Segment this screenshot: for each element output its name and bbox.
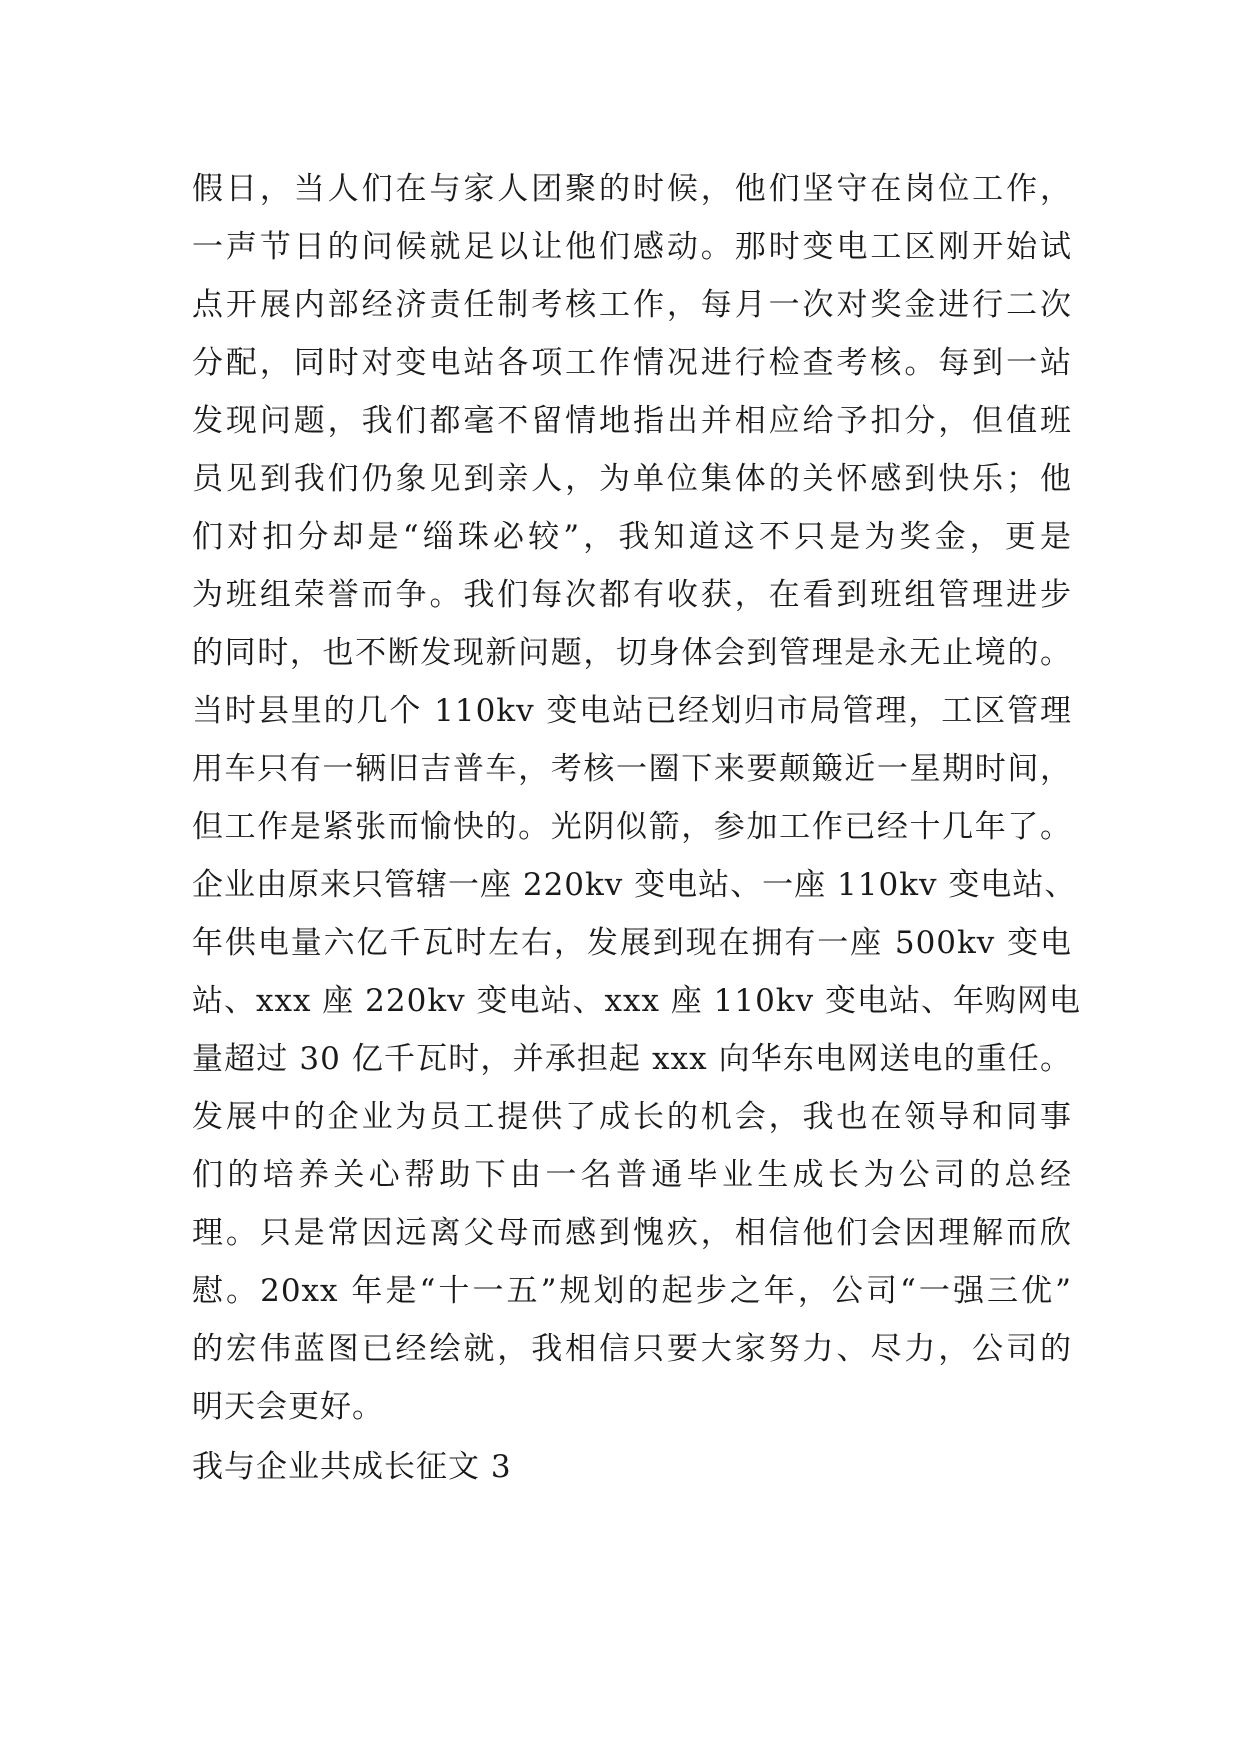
- paragraph-line: 明天会更好。: [192, 1389, 384, 1425]
- paragraph-line: 但工作是紧张而愉快的。光阴似箭，参加工作已经十几年了。: [192, 809, 1072, 845]
- section-heading: 我与企业共成长征文 3: [192, 1449, 512, 1485]
- paragraph-line: 慰。20xx 年是“十一五”规划的起步之年，公司“一强三优”: [192, 1273, 1072, 1309]
- paragraph-line: 分配，同时对变电站各项工作情况进行检查考核。每到一站: [192, 345, 1072, 381]
- paragraph-line: 年供电量六亿千瓦时左右，发展到现在拥有一座 500kv 变电: [192, 925, 1072, 961]
- paragraph-line: 们的培养关心帮助下由一名普通毕业生成长为公司的总经: [192, 1157, 1072, 1193]
- paragraph-line: 的宏伟蓝图已经绘就，我相信只要大家努力、尽力，公司的: [192, 1331, 1072, 1367]
- paragraph-line: 点开展内部经济责任制考核工作，每月一次对奖金进行二次: [192, 287, 1072, 323]
- paragraph-line: 的同时，也不断发现新问题，切身体会到管理是永无止境的。: [192, 635, 1072, 671]
- paragraph-line: 假日，当人们在与家人团聚的时候，他们坚守在岗位工作，: [192, 171, 1072, 207]
- body-paragraph: [192, 160, 1081, 1436]
- paragraph-line: 量超过 30 亿千瓦时，并承担起 xxx 向华东电网送电的重任。: [192, 1041, 1072, 1077]
- paragraph-line: 当时县里的几个 110kv 变电站已经划归市局管理，工区管理: [192, 693, 1072, 729]
- paragraph-line: 一声节日的问候就足以让他们感动。那时变电工区刚开始试: [192, 229, 1072, 265]
- paragraph-line: 站、xxx 座 220kv 变电站、xxx 座 110kv 变电站、年购网电: [192, 983, 1081, 1019]
- paragraph-line: 企业由原来只管辖一座 220kv 变电站、一座 110kv 变电站、: [192, 867, 1077, 903]
- paragraph-line: 们对扣分却是“缁珠必较”，我知道这不只是为奖金，更是: [192, 519, 1072, 555]
- paragraph-line: 为班组荣誉而争。我们每次都有收获，在看到班组管理进步: [192, 577, 1072, 613]
- paragraph-line: 用车只有一辆旧吉普车，考核一圈下来要颠簸近一星期时间，: [192, 751, 1072, 787]
- paragraph-line: 理。只是常因远离父母而感到愧疚，相信他们会因理解而欣: [192, 1215, 1072, 1251]
- paragraph-line: 发展中的企业为员工提供了成长的机会，我也在领导和同事: [192, 1099, 1072, 1135]
- paragraph-line: 发现问题，我们都毫不留情地指出并相应给予扣分，但值班: [192, 403, 1072, 439]
- paragraph-line: 员见到我们仍象见到亲人，为单位集体的关怀感到快乐；他: [192, 461, 1072, 497]
